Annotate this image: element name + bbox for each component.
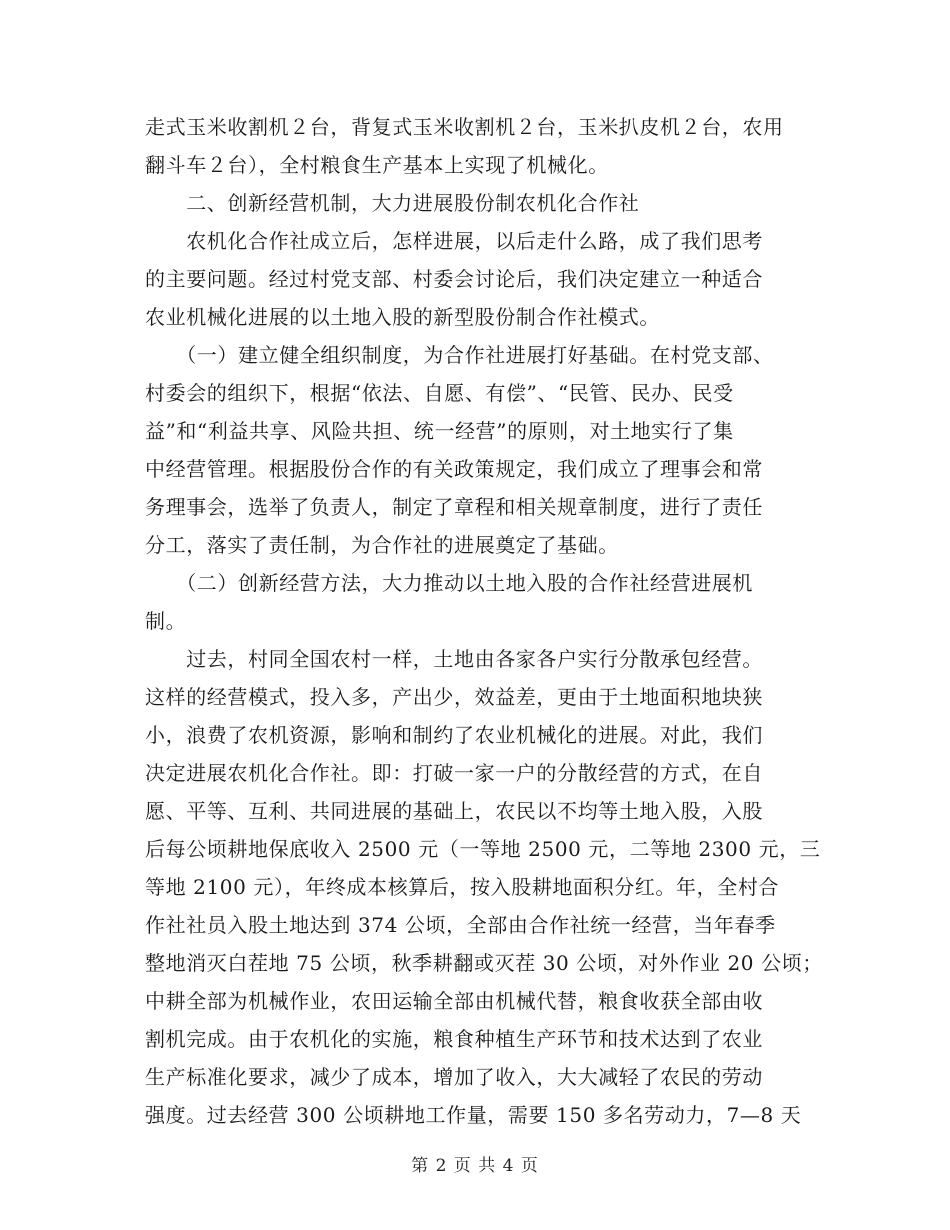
- page-footer: [0, 1151, 950, 1176]
- text-line: （一）建立健全组织制度，为合作社进展打好基础。在村党支部、: [145, 343, 774, 367]
- page-number-label: 第 2 页 共 4 页: [411, 1156, 539, 1176]
- text-line: 农机化合作社成立后，怎样进展，以后走什么路，成了我们思考: [145, 229, 763, 253]
- text-line: 村委会的组织下，根据“依法、自愿、有偿”、“民管、民办、民受: [145, 381, 734, 405]
- text-line: 愿、平等、互利、共同进展的基础上，农民以不均等土地入股，入股: [145, 799, 763, 823]
- text-line: 翻斗车２台），全村粮食生产基本上实现了机械化。: [145, 153, 609, 177]
- text-line: 走式玉米收割机２台，背复式玉米收割机２台，玉米扒皮机２台，农用: [145, 115, 784, 139]
- text-line: 作社社员入股土地达到 374 公顷，全部由合作社统一经营，当年春季: [145, 913, 776, 937]
- text-line: 决定进展农机化合作社。即：打破一家一户的分散经营的方式，在自: [145, 761, 763, 785]
- text-line: 过去，村同全国农村一样，土地由各家各户实行分散承包经营。: [145, 647, 763, 671]
- text-line: 制。: [145, 609, 187, 633]
- text-line: 分工，落实了责任制，为合作社的进展奠定了基础。: [145, 533, 619, 557]
- text-line: 农业机械化进展的以土地入股的新型股份制合作社模式。: [145, 305, 660, 329]
- text-line: 后每公顷耕地保底收入 2500 元（一等地 2500 元，二等地 2300 元，三: [145, 837, 821, 861]
- text-line: （二）创新经营方法，大力推动以土地入股的合作社经营进展机: [145, 571, 753, 595]
- text-line: 小，浪费了农机资源，影响和制约了农业机械化的进展。对此，我们: [145, 723, 763, 747]
- body-text: [145, 108, 823, 1134]
- text-line: 务理事会，选举了负责人，制定了章程和相关规章制度，进行了责任: [145, 495, 763, 519]
- text-line: 生产标准化要求，减少了成本，增加了收入，大大减轻了农民的劳动: [145, 1065, 763, 1089]
- text-line: 强度。过去经营 300 公顷耕地工作量，需要 150 多名劳动力，7—8 天: [145, 1103, 802, 1127]
- text-line: 割机完成。由于农机化的实施，粮食种植生产环节和技术达到了农业: [145, 1027, 763, 1051]
- text-line: 整地消灭白茬地 75 公顷，秋季耕翻或灭茬 30 公顷，对外作业 20 公顷；: [145, 951, 823, 975]
- section-heading: 二、创新经营机制，大力进展股份制农机化合作社: [145, 191, 640, 215]
- text-line: 益”和“利益共享、风险共担、统一经营”的原则，对土地实行了集: [145, 419, 734, 443]
- text-line: 中耕全部为机械作业，农田运输全部由机械代替，粮食收获全部由收: [145, 989, 763, 1013]
- text-line: 中经营管理。根据股份合作的有关政策规定，我们成立了理事会和常: [145, 457, 763, 481]
- text-line: 这样的经营模式，投入多，产出少，效益差，更由于土地面积地块狭: [145, 685, 763, 709]
- text-line: 等地 2100 元），年终成本核算后，按入股耕地面积分红。年，全村合: [145, 875, 780, 899]
- text-line: 的主要问题。经过村党支部、村委会讨论后，我们决定建立一种适合: [145, 267, 763, 291]
